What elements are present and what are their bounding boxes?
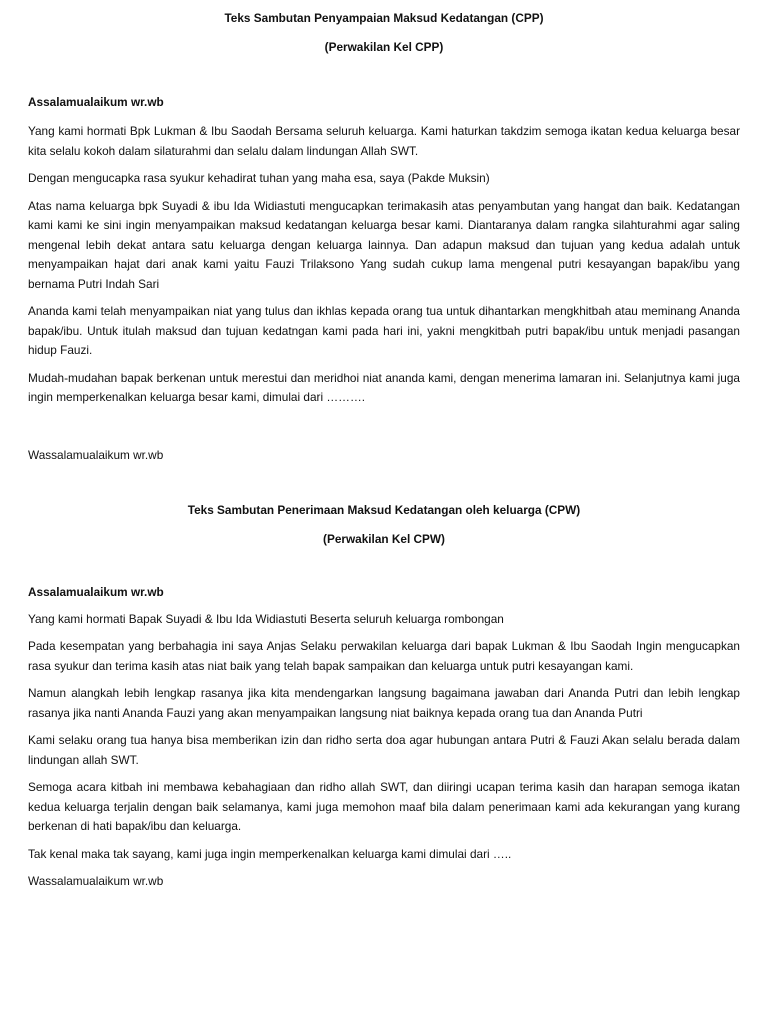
paragraph: Pada kesempatan yang berbahagia ini saya Anjas Selaku perwakilan keluarga dari bapak Lukman & Ibu Saodah Ingin mengucapkan rasa syukur dan terima kasih atas niat baik yang telah bapak sampaikan dan keluarga untuk putri kesayangan kami. bbox=[28, 639, 740, 673]
section-subtitle: (Perwakilan Kel CPW) bbox=[323, 531, 445, 546]
paragraph: Kami selaku orang tua hanya bisa memberikan izin dan ridho serta doa agar hubungan antara Putri & Fauzi Akan selalu berada dalam lindungan allah SWT. bbox=[28, 733, 740, 767]
section-title: Teks Sambutan Penerimaan Maksud Kedatangan oleh keluarga (CPW) bbox=[187, 502, 581, 517]
paragraph: Namun alangkah lebih lengkap rasanya jika kita mendengarkan langsung bagaimana jawaban dari Ananda Putri dan lebih lengkap rasanya jika nanti Ananda Fauzi yang akan menyampaikan langsung niat baiknya kepada orang tua dan Ananda Putri bbox=[28, 686, 740, 720]
paragraph: Ananda kami telah menyampaikan niat yang tulus dan ikhlas kepada orang tua untuk dihantarkan mengkhitbah atau meminang Ananda bapak/ibu. Untuk itulah maksud dan tujuan kedatngan kami pada hari ini, yakni mengkitbah putri bapak/ibu untuk menjadi pasangan hidup Fauzi. bbox=[28, 304, 740, 357]
greeting: Assalamualaikum wr.wb bbox=[28, 584, 164, 599]
paragraph: Atas nama keluarga bpk Suyadi & ibu Ida Widiastuti mengucapkan terimakasih atas penyambutan yang hangat dan baik. Kedatangan kami kami ke sini ingin menyampaikan maksud kedatangan keluarga besar kami. Diantaranya dalam rangka silahturahmi agar saling mengenal lebih dekat antara satu keluarga dengan keluarga lainnya. Dan adapun maksud dan tujuan yang kedua adalah untuk menyampaikan hajat dari anak kami yaitu Fauzi Trilaksono Yang sudah cukup lama mengenal putri kesayangan bapak/ibu yang bernama Putri Indah Sari bbox=[28, 198, 740, 291]
paragraph: Dengan mengucapka rasa syukur kehadirat tuhan yang maha esa, saya (Pakde Muksin) bbox=[28, 171, 490, 185]
paragraph: Tak kenal maka tak sayang, kami juga ingin memperkenalkan keluarga kami dimulai dari ….. bbox=[28, 846, 512, 861]
section-cpp bbox=[28, 11, 740, 463]
section-title: Teks Sambutan Penyampaian Maksud Kedatangan (CPP) bbox=[224, 11, 544, 25]
greeting: Assalamualaikum wr.wb bbox=[28, 95, 164, 109]
paragraph: Yang kami hormati Bapak Suyadi & Ibu Ida Widiastuti Beserta seluruh keluarga rombongan bbox=[28, 611, 504, 626]
closing: Wassalamualaikum wr.wb bbox=[28, 447, 164, 462]
paragraph: Mudah-mudahan bapak berkenan untuk merestui dan meridhoi niat ananda kami, dengan menerima lamaran ini. Selanjutnya kami juga ingin memperkenalkan keluarga besar kami, dimulai dari ………. bbox=[28, 370, 740, 404]
section-subtitle: (Perwakilan Kel CPP) bbox=[324, 40, 444, 54]
paragraph: Yang kami hormati Bpk Lukman & Ibu Saodah Bersama seluruh keluarga. Kami haturkan takdzim semoga ikatan kedua keluarga besar kita selalu kokoh dalam silaturahmi dan selalu dalam lindungan Allah SWT. bbox=[28, 124, 740, 158]
paragraph: Semoga acara kitbah ini membawa kebahagiaan dan ridho allah SWT, dan diiringi ucapan terima kasih dan harapan semoga ikatan kedua keluarga terjalin dengan baik selamanya, kami juga memohon maaf bila dalam penerimaan kami ada kekurangan yang kurang berkenan di hati bapak/ibu dan keluarga. bbox=[28, 780, 740, 833]
closing: Wassalamualaikum wr.wb bbox=[28, 874, 164, 888]
section-cpw bbox=[28, 503, 740, 890]
